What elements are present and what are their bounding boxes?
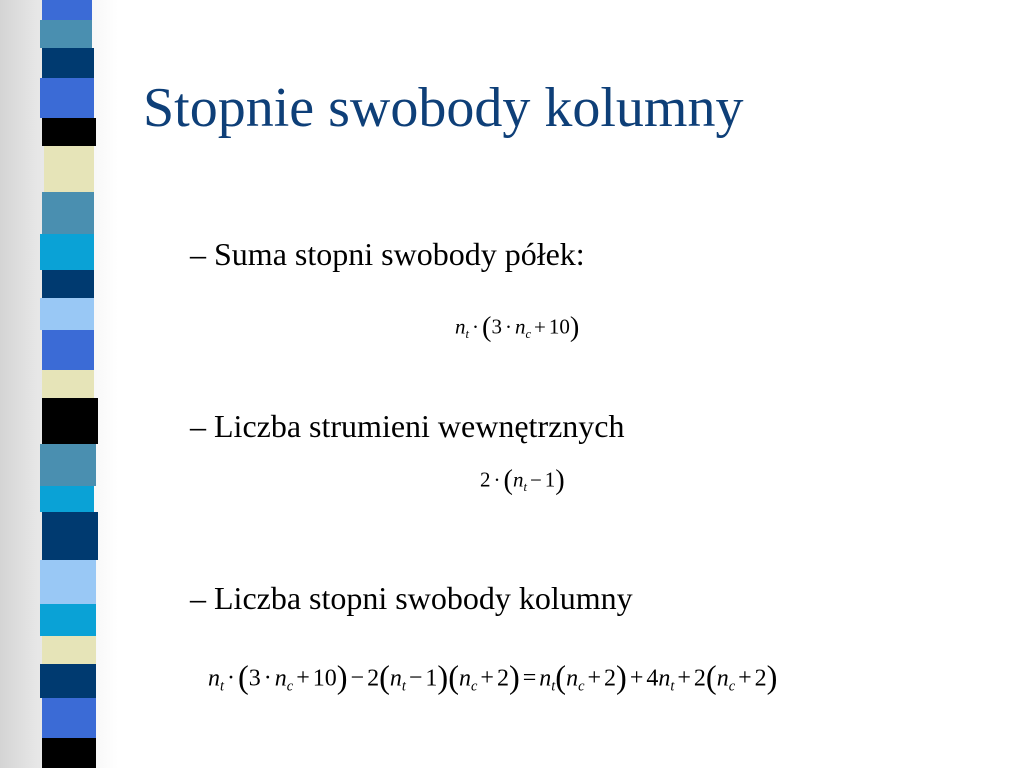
strip-band xyxy=(0,298,118,330)
bullet-sum-degrees-of-freedom: – Suma stopni swobody półek: xyxy=(190,236,585,272)
bullet-internal-streams: – Liczba strumieni wewnętrznych xyxy=(190,408,625,444)
strip-band xyxy=(0,146,118,192)
strip-band xyxy=(0,698,118,738)
slide-title: Stopnie swobody kolumny xyxy=(143,77,744,139)
strip-band xyxy=(0,118,118,146)
strip-band xyxy=(0,604,118,636)
strip-band xyxy=(0,48,118,78)
strip-band xyxy=(0,738,118,768)
strip-band xyxy=(0,398,118,444)
strip-band xyxy=(0,0,118,20)
strip-band xyxy=(0,192,118,234)
formula-plates: $n_t \cdot (3 \cdot n_c + 10)$ xyxy=(455,312,580,343)
formula-internal-streams: $2 \cdot (n_t - 1)$ xyxy=(480,465,565,496)
decorative-strip xyxy=(0,0,118,768)
bullet-column-degrees-of-freedom: – Liczba stopni swobody kolumny xyxy=(190,580,633,616)
formula-column: $n_t \cdot(3 \cdot n_c + 10) - 2(n_t - 1)(n_c + 2) = n_t(n_c + 2) + 4n_t + 2(n_c + 2)$ xyxy=(208,660,778,696)
strip-band xyxy=(0,78,118,118)
strip-band xyxy=(0,444,118,486)
strip-band xyxy=(0,664,118,698)
strip-band xyxy=(0,636,118,664)
strip-band xyxy=(0,234,118,270)
strip-band xyxy=(0,512,118,560)
strip-band xyxy=(0,370,118,398)
strip-band xyxy=(0,560,118,604)
strip-band xyxy=(0,330,118,370)
strip-band xyxy=(0,486,118,512)
strip-band xyxy=(0,270,118,298)
strip-band xyxy=(0,20,118,48)
